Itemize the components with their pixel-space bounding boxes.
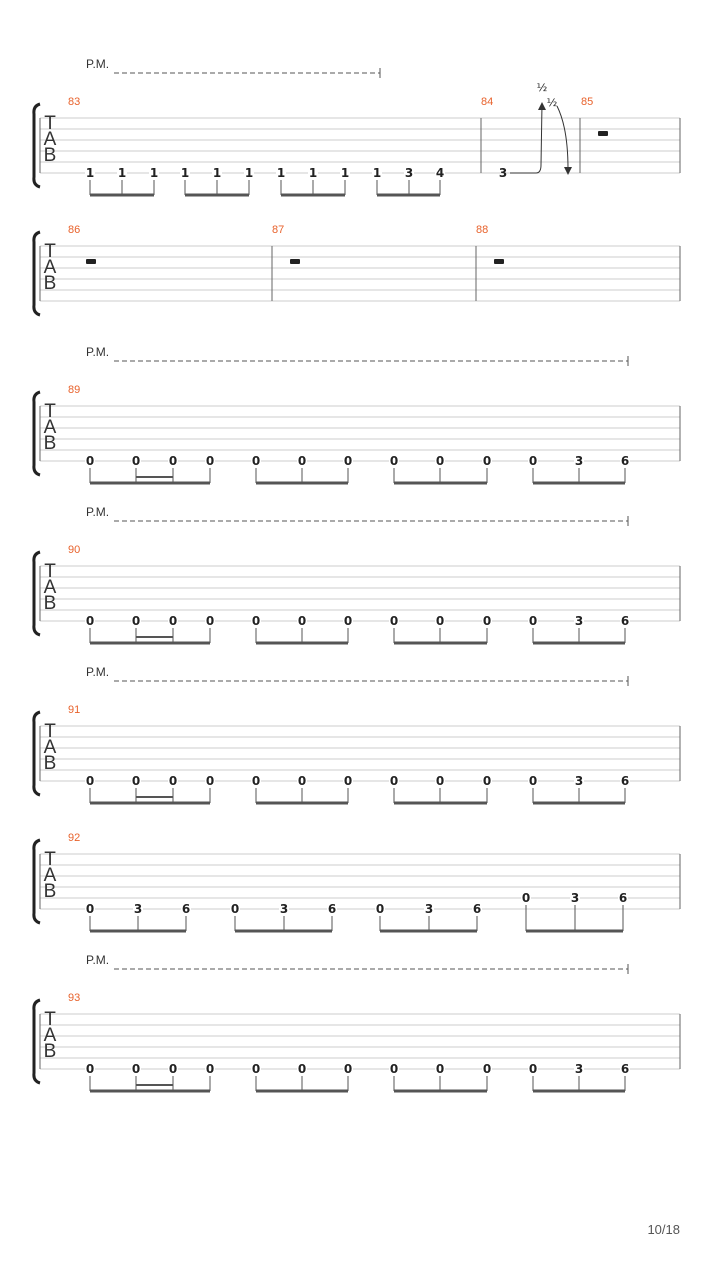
tab-clef-letter: B bbox=[43, 273, 57, 294]
fret-number: 0 bbox=[343, 1062, 353, 1076]
fret-number: 6 bbox=[620, 1062, 630, 1076]
tab-clef-letter: A bbox=[43, 417, 57, 438]
bar-number: 93 bbox=[68, 992, 81, 1004]
fret-number: 1 bbox=[308, 166, 318, 180]
fret-number: 0 bbox=[482, 1062, 492, 1076]
fret-number: 3 bbox=[570, 891, 580, 905]
fret-number: 6 bbox=[620, 614, 630, 628]
fret-number: 0 bbox=[435, 1062, 445, 1076]
system-bracket bbox=[34, 232, 40, 315]
fret-number: 3 bbox=[279, 902, 289, 916]
tab-clef-letter: A bbox=[43, 129, 57, 150]
fret-number: 3 bbox=[574, 774, 584, 788]
fret-number: 0 bbox=[521, 891, 531, 905]
fret-number: 6 bbox=[472, 902, 482, 916]
rest-mark bbox=[598, 131, 608, 136]
fret-number: 1 bbox=[117, 166, 127, 180]
palm-mute-label: P.M. bbox=[86, 57, 110, 71]
tab-clef-letter: T bbox=[44, 113, 56, 134]
fret-number: 1 bbox=[372, 166, 382, 180]
fret-number: 6 bbox=[620, 774, 630, 788]
fret-number: 0 bbox=[528, 1062, 538, 1076]
tab-clef-letter: T bbox=[44, 849, 56, 870]
fret-number: 0 bbox=[205, 774, 215, 788]
bend-arrow bbox=[510, 104, 542, 173]
fret-number: 0 bbox=[435, 774, 445, 788]
system-bracket bbox=[34, 712, 40, 795]
fret-number: 0 bbox=[251, 774, 261, 788]
system-bracket bbox=[34, 840, 40, 923]
bar-number: 84 bbox=[481, 96, 494, 108]
fret-number: 1 bbox=[180, 166, 190, 180]
release-arrow bbox=[557, 106, 568, 169]
tab-clef-letter: B bbox=[43, 593, 57, 614]
system-bracket bbox=[34, 392, 40, 475]
page-number: 10/18 bbox=[647, 1222, 680, 1237]
fret-number: 0 bbox=[528, 614, 538, 628]
fret-number: 3 bbox=[133, 902, 143, 916]
tab-clef-letter: B bbox=[43, 433, 57, 454]
tab-clef-letter: T bbox=[44, 401, 56, 422]
fret-number: 0 bbox=[297, 774, 307, 788]
fret-number: 0 bbox=[131, 614, 141, 628]
palm-mute-label: P.M. bbox=[86, 505, 110, 519]
bend-amount: ½ bbox=[536, 81, 548, 94]
tab-clef-letter: T bbox=[44, 241, 56, 262]
fret-number: 0 bbox=[343, 614, 353, 628]
fret-number: 0 bbox=[297, 614, 307, 628]
bend-arrow-head bbox=[538, 102, 546, 110]
release-arrow-head bbox=[564, 167, 572, 175]
fret-number: 0 bbox=[251, 614, 261, 628]
tab-clef-letter: A bbox=[43, 257, 57, 278]
bend-release: ½ bbox=[546, 96, 558, 109]
fret-number: 0 bbox=[205, 1062, 215, 1076]
tab-clef-letter: A bbox=[43, 1025, 57, 1046]
fret-number: 0 bbox=[205, 614, 215, 628]
fret-number: 0 bbox=[482, 454, 492, 468]
tab-clef-letter: A bbox=[43, 737, 57, 758]
fret-number: 3 bbox=[498, 166, 508, 180]
fret-number: 1 bbox=[85, 166, 95, 180]
palm-mute-label: P.M. bbox=[86, 665, 110, 679]
palm-mute-label: P.M. bbox=[86, 345, 110, 359]
tab-clef-letter: B bbox=[43, 1041, 57, 1062]
bar-number: 87 bbox=[272, 224, 285, 236]
fret-number: 0 bbox=[528, 454, 538, 468]
fret-number: 0 bbox=[168, 1062, 178, 1076]
fret-number: 3 bbox=[424, 902, 434, 916]
fret-number: 3 bbox=[574, 614, 584, 628]
bar-number: 83 bbox=[68, 96, 81, 108]
tab-clef-letter: A bbox=[43, 577, 57, 598]
fret-number: 0 bbox=[230, 902, 240, 916]
fret-number: 0 bbox=[343, 774, 353, 788]
fret-number: 0 bbox=[85, 902, 95, 916]
fret-number: 0 bbox=[435, 614, 445, 628]
fret-number: 0 bbox=[131, 774, 141, 788]
fret-number: 1 bbox=[340, 166, 350, 180]
fret-number: 3 bbox=[574, 1062, 584, 1076]
fret-number: 6 bbox=[618, 891, 628, 905]
fret-number: 6 bbox=[181, 902, 191, 916]
fret-number: 3 bbox=[574, 454, 584, 468]
fret-number: 0 bbox=[297, 454, 307, 468]
tab-clef-letter: B bbox=[43, 145, 57, 166]
fret-number: 0 bbox=[343, 454, 353, 468]
fret-number: 1 bbox=[244, 166, 254, 180]
fret-number: 0 bbox=[297, 1062, 307, 1076]
bar-number: 90 bbox=[68, 544, 81, 556]
rest-mark bbox=[494, 259, 504, 264]
fret-number: 0 bbox=[435, 454, 445, 468]
fret-number: 0 bbox=[251, 454, 261, 468]
bar-number: 89 bbox=[68, 384, 81, 396]
palm-mute-label: P.M. bbox=[86, 953, 110, 967]
bar-number: 85 bbox=[581, 96, 594, 108]
bar-number: 86 bbox=[68, 224, 81, 236]
fret-number: 0 bbox=[389, 1062, 399, 1076]
fret-number: 0 bbox=[168, 454, 178, 468]
fret-number: 0 bbox=[131, 1062, 141, 1076]
rest-mark bbox=[86, 259, 96, 264]
system-bracket bbox=[34, 104, 40, 187]
fret-number: 0 bbox=[85, 614, 95, 628]
fret-number: 1 bbox=[276, 166, 286, 180]
tab-clef-letter: T bbox=[44, 721, 56, 742]
bar-number: 92 bbox=[68, 832, 81, 844]
system-bracket bbox=[34, 552, 40, 635]
fret-number: 0 bbox=[528, 774, 538, 788]
fret-number: 0 bbox=[389, 774, 399, 788]
fret-number: 0 bbox=[85, 774, 95, 788]
rest-mark bbox=[290, 259, 300, 264]
tab-clef-letter: A bbox=[43, 865, 57, 886]
fret-number: 0 bbox=[131, 454, 141, 468]
bar-number: 88 bbox=[476, 224, 489, 236]
tab-clef-letter: B bbox=[43, 881, 57, 902]
fret-number: 0 bbox=[375, 902, 385, 916]
fret-number: 0 bbox=[251, 1062, 261, 1076]
fret-number: 6 bbox=[327, 902, 337, 916]
fret-number: 1 bbox=[149, 166, 159, 180]
fret-number: 0 bbox=[482, 774, 492, 788]
fret-number: 4 bbox=[435, 166, 445, 180]
fret-number: 0 bbox=[85, 454, 95, 468]
fret-number: 0 bbox=[482, 614, 492, 628]
fret-number: 6 bbox=[620, 454, 630, 468]
fret-number: 3 bbox=[404, 166, 414, 180]
fret-number: 0 bbox=[85, 1062, 95, 1076]
fret-number: 1 bbox=[212, 166, 222, 180]
bar-number: 91 bbox=[68, 704, 81, 716]
fret-number: 0 bbox=[168, 614, 178, 628]
fret-number: 0 bbox=[389, 614, 399, 628]
tab-clef-letter: B bbox=[43, 753, 57, 774]
fret-number: 0 bbox=[168, 774, 178, 788]
fret-number: 0 bbox=[389, 454, 399, 468]
system-bracket bbox=[34, 1000, 40, 1083]
tab-clef-letter: T bbox=[44, 1009, 56, 1030]
fret-number: 0 bbox=[205, 454, 215, 468]
tab-clef-letter: T bbox=[44, 561, 56, 582]
